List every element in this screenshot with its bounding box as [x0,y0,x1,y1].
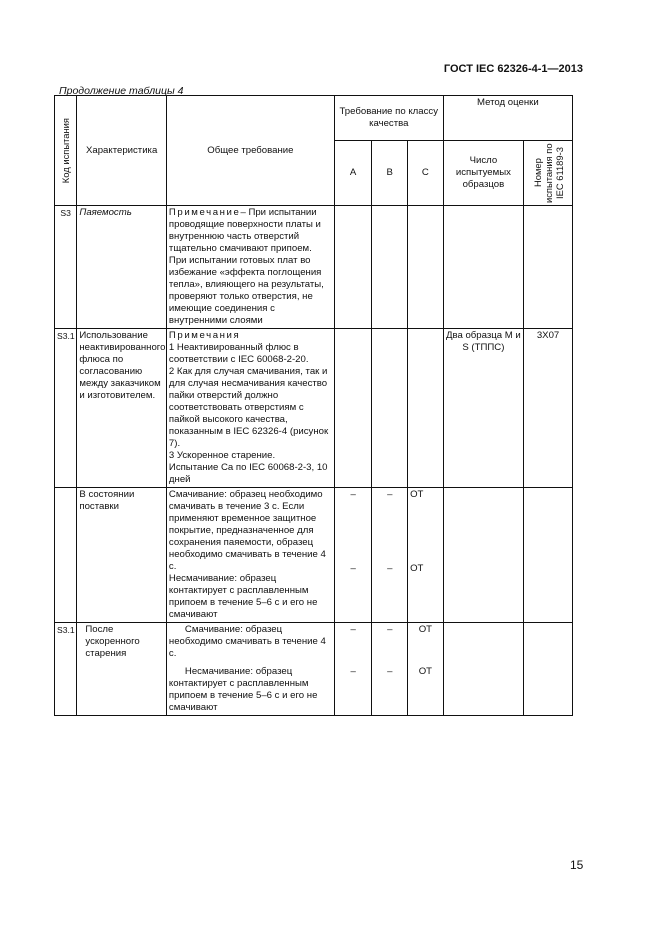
row-code: S3.1 [55,329,77,488]
cell-c [408,206,444,329]
header-method-group: Метод оценки [443,96,572,141]
cell-a: – – [334,623,372,716]
note-text: 2 Как для случая смачивания, так и для случая несмачивания качество пайки отверстий должно соответствовать отверстиям с пайкой высокого качества, показанным в IEC 62326-4 (рисунок 7). [168,366,329,449]
cell-samples: Два образца M и S (ТППС) [443,329,523,488]
note-text: Испытание Ca по IEC 60068-2-3, 10 дней [168,462,328,485]
cell-c: OT OT [408,488,444,623]
row-general-requirement [166,623,334,716]
note-text: – При испытании проводящие поверхности платы и внутреннюю часть отверстий тщательно смачивают припоем. [168,207,321,254]
row-general-requirement [166,488,334,623]
note-label: Примечания [168,330,241,341]
cell-samples [443,488,523,623]
table-row [55,488,573,623]
header-class-a: A [334,141,372,206]
table-caption: Продолжение таблицы 4 [59,85,184,97]
note-text: 3 Ускоренное старение. [168,450,276,461]
row-characteristic: Паяемость [77,206,167,329]
standard-designation: ГОСТ IEC 62326-4-1—2013 [443,63,583,75]
note-text: 1 Неактивированный флюс в соответствии с IEC 60068-2-20. [168,342,309,365]
header-iec-number: Номер испытания по IEC 61189-3 [524,141,573,206]
cell-b: – – [372,623,408,716]
table-row [55,206,573,329]
requirements-table [54,95,573,716]
table-row [55,329,573,488]
header-class-c: C [408,141,444,206]
table-row [55,623,573,716]
cell-a [334,206,372,329]
cell-b [372,329,408,488]
cell-iec [524,488,573,623]
row-characteristic: Использование неактивированного флюса по согласованию между заказчиком и изготовителем. [77,329,167,488]
row-characteristic: В состоянии поставки [77,488,167,623]
cell-a: – – [334,488,372,623]
header-class-group: Требование по классу качества [334,96,443,141]
row-general-requirement [166,329,334,488]
row-characteristic: После ускоренного старения [77,623,167,716]
cell-samples [443,206,523,329]
item-text: Несмачивание: образец контактирует с расплавленным припоем в течение 5–6 с и его не смачивают [168,666,318,713]
cell-b [372,206,408,329]
header-samples: Число испытуемых образцов [443,141,523,206]
page-number: 15 [570,858,584,872]
item-text: Смачивание: образец необходимо смачивать в течение 4 с. [168,624,326,659]
item-text: Несмачивание: образец контактирует с расплавленным припоем в течение 5–6 с и его не смачивают [168,573,318,620]
cell-iec [524,206,573,329]
cell-c [408,329,444,488]
header-code: Код испытания [55,96,77,206]
header-class-b: B [372,141,408,206]
cell-a [334,329,372,488]
note-label: Примечание [168,207,241,218]
cell-iec [524,623,573,716]
header-general: Общее требование [166,96,334,206]
row-general-requirement [166,206,334,329]
note-text: При испытании готовых плат во избежание «эффекта поглощения тепла», влияющего на результаты, проверяют только отверстия, не имеющие соединения с внутренними слоями [168,255,324,326]
header-row-1 [55,96,573,141]
cell-samples [443,623,523,716]
cell-iec: 3X07 [524,329,573,488]
header-characteristic: Характеристика [77,96,167,206]
cell-c: OT OT [408,623,444,716]
row-code: S3 [55,206,77,329]
item-text: Смачивание: образец необходимо смачивать в течение 3 с. Если применяют временное защитное покрытие, предназначенное для сохранения паяемости, образец необходимо смачивать в течение 4 с. [168,489,326,572]
row-code [55,488,77,623]
row-code: S3.1 [55,623,77,716]
cell-b: – – [372,488,408,623]
